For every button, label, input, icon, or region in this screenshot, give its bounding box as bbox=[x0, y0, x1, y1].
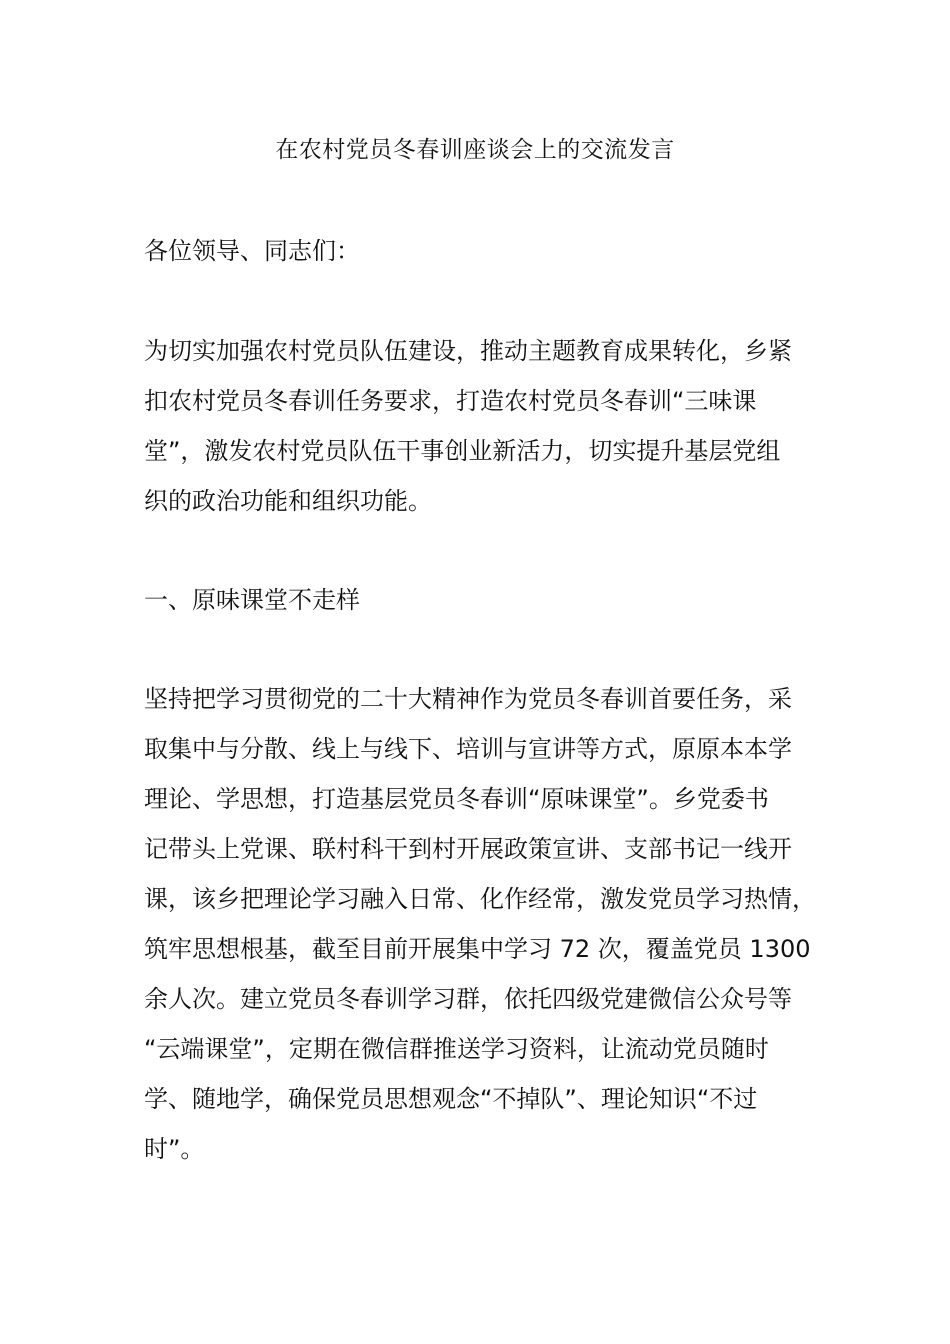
section-heading-1: 一、原味课堂不走样 bbox=[144, 586, 360, 614]
paragraph-intro: 为切实加强农村党员队伍建设，推动主题教育成果转化，乡紧 扣农村党员冬春训任务要求，打造农村党员冬春训“三味课 堂”，激发农村党员队伍干事创业新活力，切实提升基层党组 织的政治功能和组织功能。 bbox=[144, 337, 792, 515]
salutation: 各位领导、同志们： bbox=[144, 237, 360, 265]
paragraph-section-1: 坚持把学习贯彻党的二十大精神作为党员冬春训首要任务，采 取集中与分散、线上与线下、培训与宣讲等方式，原原本本学 理论、学思想，打造基层党员冬春训“原味课堂”。乡党委书 记带头上党课、联村科干到村开展政策宣讲、支部书记一线开 课，该乡把理论学习融入日常、化作经常，激发党员学习热情， 筑牢思想根基，截至目前开展集中学习 72 次，覆盖党员 1300 余人次。建立党员冬春训学习群，依托四级党建微信公众号等 “云端课堂”，定期在微信群推送学习资料，让流动党员随时 学、随地学，确保党员思想观念“不掉队”、理论知识“不过 时”。 bbox=[144, 685, 816, 1163]
document-title: 在农村党员冬春训座谈会上的交流发言 bbox=[275, 137, 675, 163]
